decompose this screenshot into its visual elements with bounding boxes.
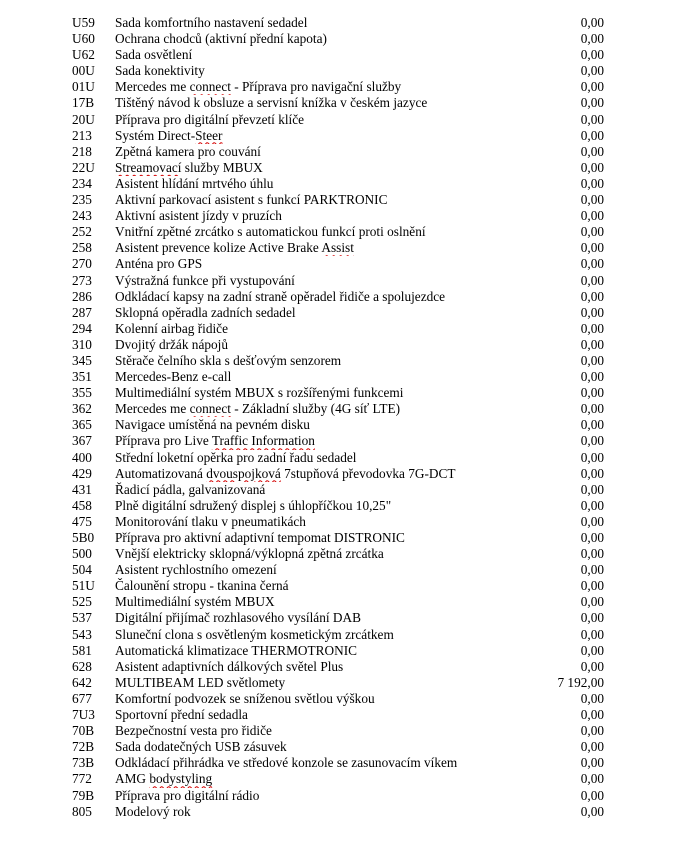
equipment-row — [0, 112, 675, 128]
option-description: Aktivní asistent jízdy v pruzích — [115, 208, 282, 224]
equipment-row — [0, 562, 675, 578]
option-description: Komfortní podvozek se sníženou světlou výškou — [115, 690, 375, 706]
option-description: Automatická klimatizace THERMOTRONIC — [115, 642, 357, 658]
option-description: Sada osvětlení — [115, 47, 193, 63]
option-description: Příprava pro Live Traffic Information — [115, 433, 315, 449]
option-price: 0,00 — [580, 208, 604, 224]
option-code: 805 — [72, 803, 92, 819]
option-description: Multimediální systém MBUX s rozšířenými funkcemi — [115, 385, 404, 401]
equipment-row — [0, 192, 675, 208]
option-price: 0,00 — [580, 771, 604, 787]
option-price: 0,00 — [580, 127, 604, 143]
option-description: Mercedes me connect - Základní služby (4G síť LTE) — [115, 401, 401, 417]
option-code: 458 — [72, 497, 92, 513]
option-code: U59 — [72, 15, 95, 30]
option-description: Asistent adaptivních dálkových světel Plus — [115, 658, 344, 674]
option-description: Odkládací přihrádka ve středové konzole se zasunovacím víkem — [115, 755, 458, 771]
spellcheck-mark: connect — [189, 79, 231, 95]
equipment-row — [0, 15, 675, 31]
option-code: 79B — [72, 787, 95, 803]
option-price: 0,00 — [580, 111, 604, 127]
option-description: Streamovací služby MBUX — [115, 159, 263, 175]
spellcheck-mark: bodystyling — [149, 771, 213, 787]
option-description: Sportovní přední sedadla — [115, 707, 248, 723]
option-code: 234 — [72, 175, 92, 191]
option-code: 362 — [72, 401, 92, 417]
equipment-row — [0, 95, 675, 111]
option-price: 0,00 — [580, 658, 604, 674]
equipment-row — [0, 305, 675, 321]
option-price: 0,00 — [580, 256, 604, 272]
spellcheck-mark: dvouspojková — [206, 465, 281, 481]
equipment-row — [0, 530, 675, 546]
option-code: 287 — [72, 304, 92, 320]
equipment-row — [0, 273, 675, 289]
equipment-row — [0, 546, 675, 562]
option-description: Multimediální systém MBUX — [115, 594, 275, 610]
option-description: Aktivní parkovací asistent s funkcí PARKTRONIC — [115, 192, 388, 208]
equipment-row — [0, 144, 675, 160]
option-code: 537 — [72, 610, 92, 626]
option-price: 0,00 — [580, 369, 604, 385]
option-description: Sada dodatečných USB zásuvek — [115, 739, 287, 755]
equipment-row — [0, 79, 675, 95]
equipment-row — [0, 659, 675, 675]
option-code: 218 — [72, 143, 92, 159]
option-description: Kolenní airbag řidiče — [115, 320, 228, 336]
option-price: 0,00 — [580, 352, 604, 368]
option-code: 677 — [72, 690, 92, 706]
option-code: 400 — [72, 449, 92, 465]
option-description: Navigace umístěná na pevném disku — [115, 417, 310, 433]
equipment-row — [0, 771, 675, 787]
option-code: 20U — [72, 111, 95, 127]
equipment-row — [0, 160, 675, 176]
option-price: 0,00 — [580, 385, 604, 401]
option-code: 273 — [72, 272, 92, 288]
equipment-row — [0, 594, 675, 610]
option-price: 0,00 — [580, 481, 604, 497]
option-price: 0,00 — [580, 513, 604, 529]
equipment-row — [0, 466, 675, 482]
option-description: AMG bodystyling — [115, 771, 213, 787]
equipment-row — [0, 433, 675, 449]
equipment-row — [0, 240, 675, 256]
option-code: 772 — [72, 771, 92, 787]
equipment-row — [0, 723, 675, 739]
option-code: U62 — [72, 47, 95, 63]
option-code: 22U — [72, 159, 95, 175]
option-code: 5B0 — [72, 530, 95, 545]
option-price: 0,00 — [580, 690, 604, 706]
option-price: 0,00 — [580, 15, 604, 30]
equipment-row — [0, 707, 675, 723]
option-price: 0,00 — [580, 562, 604, 578]
option-code: 286 — [72, 288, 92, 304]
option-price: 0,00 — [580, 31, 604, 47]
equipment-row — [0, 224, 675, 240]
option-price: 0,00 — [580, 803, 604, 819]
option-description: MULTIBEAM LED světlomety — [115, 674, 286, 690]
equipment-row — [0, 256, 675, 272]
equipment-row — [0, 627, 675, 643]
option-price: 0,00 — [580, 175, 604, 191]
option-price: 0,00 — [580, 288, 604, 304]
option-code: 475 — [72, 513, 92, 529]
option-description: Vnější elektricky sklopná/výklopná zpětná zrcátka — [115, 546, 384, 562]
option-code: 01U — [72, 79, 95, 95]
option-description: Sada konektivity — [115, 63, 205, 79]
option-description: Bezpečnostní vesta pro řidiče — [115, 723, 272, 739]
option-code: 270 — [72, 256, 92, 272]
option-price: 0,00 — [580, 594, 604, 610]
option-price: 0,00 — [580, 578, 604, 594]
option-code: 243 — [72, 208, 92, 224]
equipment-row — [0, 63, 675, 79]
equipment-row — [0, 450, 675, 466]
option-description: Odkládací kapsy na zadní straně opěradel řidiče a spolujezdce — [115, 288, 446, 304]
equipment-row — [0, 47, 675, 63]
option-code: U60 — [72, 31, 95, 47]
option-description: Anténa pro GPS — [115, 256, 203, 272]
option-code: 235 — [72, 192, 92, 208]
option-description: Výstražná funkce při vystupování — [115, 272, 295, 288]
option-description: Tištěný návod k obsluze a servisní knížka v českém jazyce — [115, 95, 428, 111]
option-description: Střední loketní opěrka pro zadní řadu sedadel — [115, 449, 357, 465]
option-price: 0,00 — [580, 143, 604, 159]
spellcheck-mark: connect — [189, 401, 231, 417]
option-code: 345 — [72, 352, 92, 368]
equipment-row — [0, 788, 675, 804]
option-description: Příprava pro digitální rádio — [115, 787, 260, 803]
option-price: 0,00 — [580, 272, 604, 288]
option-description: Automatizovaná dvouspojková 7stupňová převodovka 7G-DCT — [115, 465, 456, 481]
option-price: 0,00 — [580, 224, 604, 240]
option-code: 258 — [72, 240, 92, 256]
option-price: 0,00 — [580, 530, 604, 545]
option-code: 51U — [72, 578, 95, 594]
option-code: 431 — [72, 481, 92, 497]
option-description: Plně digitální sdružený displej s úhlopříčkou 10,25" — [115, 497, 392, 513]
option-price: 0,00 — [580, 240, 604, 256]
option-description: Řadicí pádla, galvanizovaná — [115, 481, 266, 497]
option-code: 72B — [72, 739, 95, 755]
option-description: Digitální přijímač rozhlasového vysílání DAB — [115, 610, 361, 626]
option-description: Stěrače čelního skla s dešťovým senzorem — [115, 352, 342, 368]
equipment-row — [0, 385, 675, 401]
option-description: Asistent hlídání mrtvého úhlu — [115, 175, 274, 191]
option-price: 0,00 — [580, 723, 604, 739]
option-price: 0,00 — [580, 449, 604, 465]
option-price: 0,00 — [580, 755, 604, 771]
option-code: 252 — [72, 224, 92, 240]
equipment-row — [0, 321, 675, 337]
option-description: Asistent rychlostního omezení — [115, 562, 277, 578]
option-price: 0,00 — [580, 79, 604, 95]
equipment-row — [0, 675, 675, 691]
equipment-row — [0, 578, 675, 594]
option-code: 7U3 — [72, 707, 95, 723]
equipment-row — [0, 353, 675, 369]
option-price: 0,00 — [580, 739, 604, 755]
option-code: 70B — [72, 723, 95, 739]
equipment-row — [0, 643, 675, 659]
option-description: Zpětná kamera pro couvání — [115, 143, 261, 159]
equipment-row — [0, 401, 675, 417]
equipment-list — [0, 15, 675, 820]
option-code: 504 — [72, 562, 92, 578]
option-price: 0,00 — [580, 465, 604, 481]
option-code: 294 — [72, 320, 92, 336]
option-price: 0,00 — [580, 546, 604, 562]
option-description: Sluneční clona s osvětleným kosmetickým zrcátkem — [115, 626, 394, 642]
option-price: 0,00 — [580, 626, 604, 642]
spellcheck-mark: Traffic Information — [211, 433, 315, 449]
option-description: Mercedes me connect - Příprava pro navigační služby — [115, 79, 402, 95]
equipment-row — [0, 31, 675, 47]
option-price: 0,00 — [580, 642, 604, 658]
option-code: 525 — [72, 594, 92, 610]
option-code: 73B — [72, 755, 95, 771]
option-price: 0,00 — [580, 336, 604, 352]
option-code: 17B — [72, 95, 95, 111]
option-description: Modelový rok — [115, 803, 191, 819]
option-price: 0,00 — [580, 95, 604, 111]
option-price: 0,00 — [580, 192, 604, 208]
option-code: 628 — [72, 658, 92, 674]
option-code: 310 — [72, 336, 92, 352]
equipment-row — [0, 804, 675, 820]
option-price: 0,00 — [580, 159, 604, 175]
option-price: 0,00 — [580, 707, 604, 723]
option-code: 429 — [72, 465, 92, 481]
equipment-row — [0, 176, 675, 192]
option-code: 355 — [72, 385, 92, 401]
equipment-row — [0, 128, 675, 144]
option-price: 0,00 — [580, 787, 604, 803]
option-code: 543 — [72, 626, 92, 642]
option-code: 367 — [72, 433, 92, 449]
option-description: Mercedes-Benz e-call — [115, 369, 232, 385]
option-price: 0,00 — [580, 63, 604, 79]
option-description: Sada komfortního nastavení sedadel — [115, 15, 308, 30]
option-price: 0,00 — [580, 497, 604, 513]
equipment-row — [0, 337, 675, 353]
option-price: 0,00 — [580, 433, 604, 449]
option-price: 0,00 — [580, 610, 604, 626]
option-description: Systém Direct-Steer — [115, 127, 223, 143]
option-description: Asistent prevence kolize Active Brake Assist — [115, 240, 354, 256]
option-code: 351 — [72, 369, 92, 385]
option-description: Příprava pro aktivní adaptivní tempomat DISTRONIC — [115, 530, 405, 545]
equipment-row — [0, 482, 675, 498]
equipment-row — [0, 289, 675, 305]
option-code: 581 — [72, 642, 92, 658]
option-price: 0,00 — [580, 401, 604, 417]
option-price: 7 192,00 — [557, 674, 604, 690]
option-description: Vnitřní zpětné zrcátko s automatickou funkcí proti oslnění — [115, 224, 426, 240]
option-price: 0,00 — [580, 304, 604, 320]
option-description: Čalounění stropu - tkanina černá — [115, 578, 289, 594]
equipment-row — [0, 610, 675, 626]
option-description: Monitorování tlaku v pneumatikách — [115, 513, 306, 529]
option-code: 642 — [72, 674, 92, 690]
option-code: 365 — [72, 417, 92, 433]
option-price: 0,00 — [580, 417, 604, 433]
spellcheck-mark: Assist — [321, 240, 354, 256]
equipment-row — [0, 369, 675, 385]
option-description: Ochrana chodců (aktivní přední kapota) — [115, 31, 327, 47]
equipment-row — [0, 417, 675, 433]
equipment-row — [0, 739, 675, 755]
option-description: Sklopná opěradla zadních sedadel — [115, 304, 296, 320]
equipment-row — [0, 208, 675, 224]
option-description: Dvojitý držák nápojů — [115, 336, 228, 352]
option-price: 0,00 — [580, 47, 604, 63]
option-code: 500 — [72, 546, 92, 562]
equipment-row — [0, 514, 675, 530]
spellcheck-mark: Streamovací — [115, 159, 182, 175]
spellcheck-mark: Steer — [195, 127, 223, 143]
option-price: 0,00 — [580, 320, 604, 336]
equipment-row — [0, 691, 675, 707]
equipment-row — [0, 498, 675, 514]
option-code: 00U — [72, 63, 95, 79]
option-description: Příprava pro digitální převzetí klíče — [115, 111, 305, 127]
equipment-row — [0, 755, 675, 771]
option-code: 213 — [72, 127, 92, 143]
